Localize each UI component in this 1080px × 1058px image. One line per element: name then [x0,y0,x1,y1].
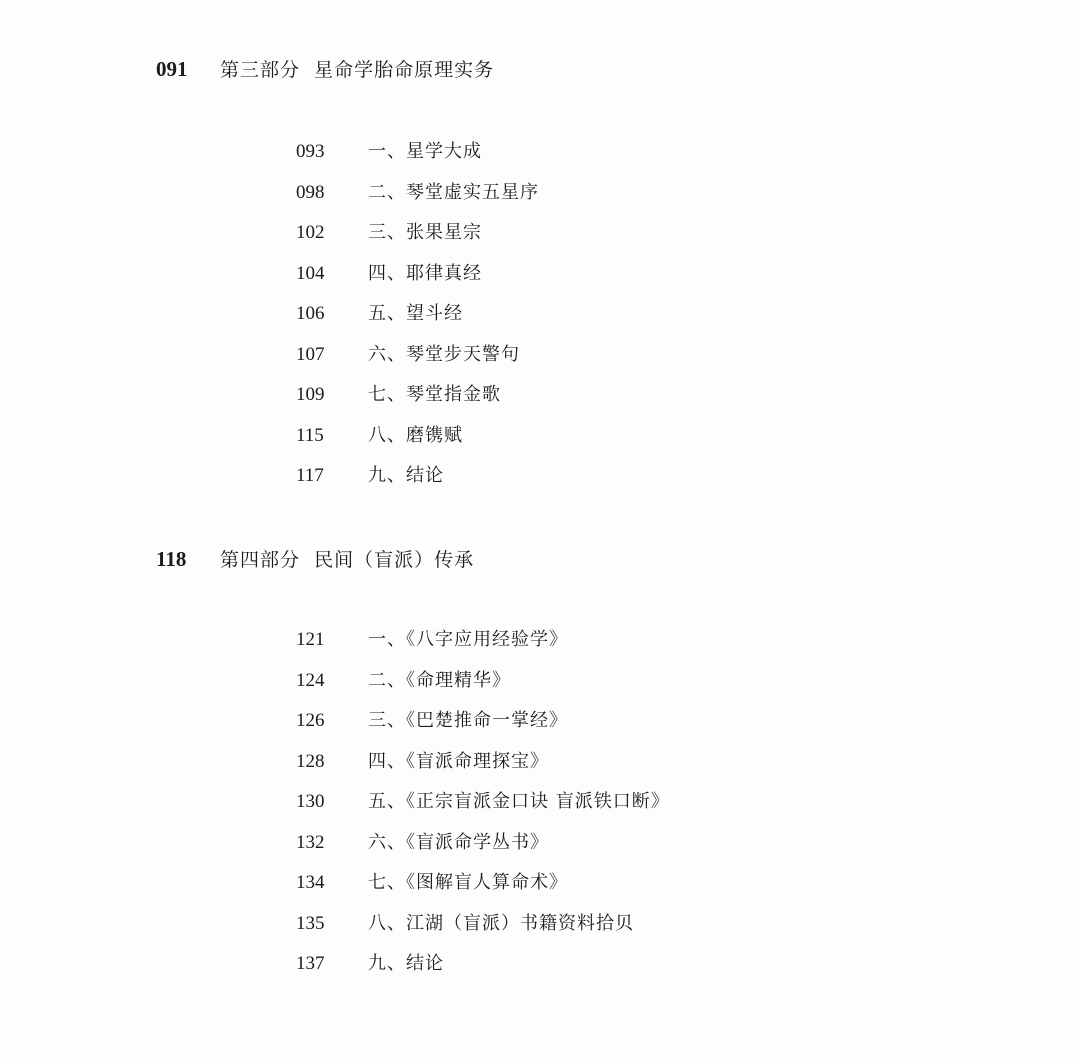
toc-title: 一、星学大成 [368,141,482,162]
toc-entry [296,138,539,179]
toc-page-number: 104 [296,262,325,284]
toc-title: 九、结论 [368,465,444,486]
toc-title: 三、《巴楚推命一掌经》 [368,710,568,731]
toc-page-number: 124 [296,669,325,691]
toc-entry [296,219,539,260]
toc-page-number: 098 [296,181,325,203]
toc-title: 五、《正宗盲派金口诀 盲派铁口断》 [368,791,670,812]
toc-title: 六、《盲派命学丛书》 [368,831,549,853]
toc-entry [296,381,539,422]
part-page-number: 091 [156,57,188,81]
toc-entry [296,667,670,708]
toc-title: 八、江湖（盲派）书籍资料拾贝 [368,912,634,934]
toc-entry [296,462,539,503]
toc-title: 二、琴堂虚实五星序 [368,181,539,203]
toc-page-number: 109 [296,384,325,405]
toc-title: 八、磨镌赋 [368,424,463,446]
toc-entry [296,869,670,910]
toc-title: 四、耶律真经 [368,262,482,284]
toc-page-number: 126 [296,710,325,731]
toc-title: 六、琴堂步天警句 [368,343,520,365]
toc-title: 四、《盲派命理探宝》 [368,750,549,772]
toc-entry [296,748,670,789]
toc-page-number: 121 [296,629,325,650]
toc-entry [296,910,670,951]
toc-page-number: 093 [296,141,325,162]
toc-list [296,138,539,503]
part-heading [156,545,474,573]
toc-title: 三、张果星宗 [368,222,482,243]
toc-title: 五、望斗经 [368,303,463,324]
toc-entry [296,341,539,382]
toc-entry [296,179,539,220]
toc-entry [296,300,539,341]
toc-page-number: 137 [296,953,325,974]
part-title: 第四部分 民间（盲派）传承 [220,549,475,571]
toc-page-number: 106 [296,303,325,324]
toc-title: 七、《图解盲人算命术》 [368,872,568,893]
toc-list [296,626,670,991]
part-page-number: 118 [156,547,187,571]
toc-title: 二、《命理精华》 [368,669,511,691]
toc-page-number: 128 [296,750,325,772]
part-title: 第三部分 星命学胎命原理实务 [220,59,495,81]
toc-entry [296,707,670,748]
toc-page-number: 130 [296,791,325,812]
toc-entry [296,260,539,301]
toc-page-number: 102 [296,222,325,243]
toc-entry [296,422,539,463]
toc-entry [296,626,670,667]
toc-title: 七、琴堂指金歌 [368,384,501,405]
toc-title: 一、《八字应用经验学》 [368,629,568,650]
toc-page-number: 117 [296,465,324,486]
toc-page-number: 115 [296,424,324,446]
toc-page-number: 107 [296,343,325,365]
toc-entry [296,829,670,870]
toc-page-number: 134 [296,872,325,893]
part-heading [156,55,494,83]
toc-entry [296,788,670,829]
toc-title: 九、结论 [368,953,444,974]
toc-entry [296,950,670,991]
toc-page-number: 135 [296,912,325,934]
toc-page-number: 132 [296,831,325,853]
